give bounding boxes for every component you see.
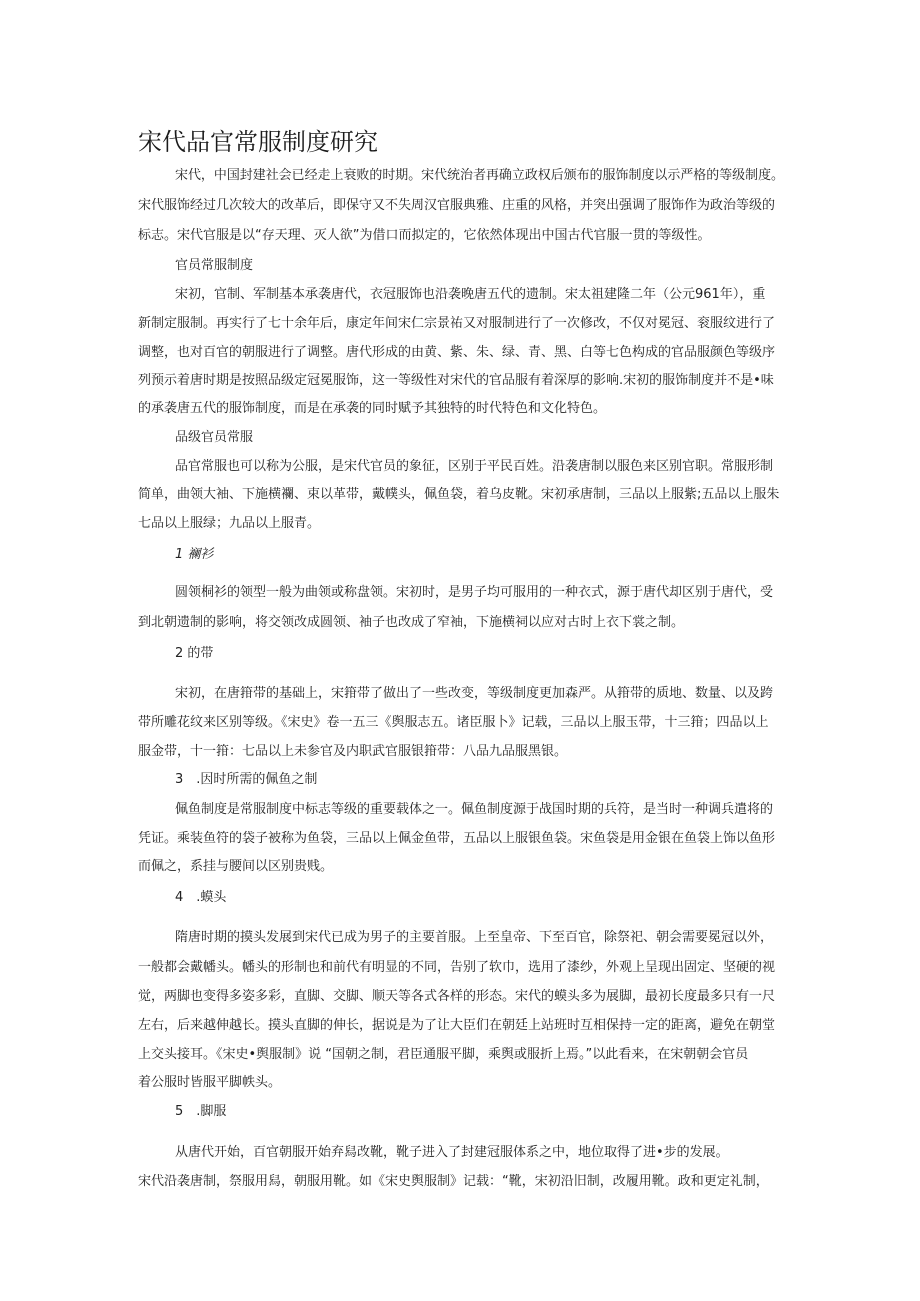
paragraph-line: 列预示着唐时期是按照品级定冠冕服饰，这一等级性对宋代的官品服有着深厚的影响.宋初的服饰制度并不是•味	[138, 373, 774, 388]
paragraph-line: 觉，两脚也变得多姿多彩，直脚、交脚、顺天等各式各样的形态。宋代的蟆头多为展脚，最初长度最多只有一尺	[138, 989, 776, 1004]
subheading-footwear: 5 .脚服	[175, 1104, 227, 1119]
document-title: 宋代品官常服制度研究	[138, 128, 378, 156]
paragraph-line: 宋代沿袭唐制，祭服用舄，朝服用靴。如《宋史舆服制》记载：“靴，宋初沿旧制，改履用靴。政和更定礼制，	[138, 1174, 769, 1189]
intro-line: 标志。宋代官服是以“存天理、灭人欲”为借口而拟定的，它依然体现出中国古代官服一贯的等级性。	[138, 228, 711, 243]
subheading-lanshan: 1 襕衫	[175, 547, 214, 562]
subheading-futou: 4 .蟆头	[175, 890, 227, 905]
intro-line: 宋代，中国封建社会已经走上衰败的时期。宋代统治者再确立政权后颁布的服饰制度以示严格的等级制度。	[175, 168, 784, 183]
section-heading-official-dress: 官员常服制度	[175, 258, 254, 273]
paragraph-line: 宋初，在唐箝带的基础上，宋箝带了做出了一些改变，等级制度更加森严。从箝带的质地、数量、以及跨	[175, 686, 774, 701]
paragraph-line: 七品以上服绿；九品以上服青。	[138, 516, 321, 531]
paragraph-line: 宋初，官制、军制基本承袭唐代，衣冠服饰也沿袭晚唐五代的遗制。宋太祖建隆二年（公元961年），重	[175, 287, 766, 302]
subheading-fish-pouch: 3 .因时所需的佩鱼之制	[175, 772, 318, 787]
paragraph-line: 新制定服制。再实行了七十余年后，康定年间宋仁宗景祐又对服制进行了一次修改，不仅对冕冠、衮服纹进行了	[138, 316, 776, 331]
paragraph-line: 圆领桐衫的领型一般为曲领或称盘领。宋初时，是男子均可服用的一种衣式，源于唐代却区别于唐代，受	[175, 585, 774, 600]
paragraph-line: 而佩之，系挂与腰间以区别贵贱。	[138, 859, 334, 874]
paragraph-line: 从唐代开始，百官朝服开始弃舄改靴，靴子进入了封建冠服体系之中，地位取得了进•步的发展。	[175, 1145, 729, 1160]
paragraph-line: 隋唐时期的摸头发展到宋代已成为男子的主要首服。上至皇帝、下至百官，除祭祀、朝会需要冕冠以外，	[175, 930, 774, 945]
paragraph-line: 调整，也对百官的朝服进行了调整。唐代形成的由黄、紫、朱、绿、青、黑、白等七色构成的官品服颜色等级序	[138, 345, 776, 360]
paragraph-line: 简单，曲领大袖、下施横襴、束以革带，戴幞头，佩鱼袋，着乌皮靴。宋初承唐制，三品以上服紫;五品以上服朱	[138, 487, 780, 502]
paragraph-line: 着公服时皆服平脚帙头。	[138, 1075, 282, 1090]
paragraph-line: 凭证。乘装鱼符的袋子被称为鱼袋，三品以上佩金鱼带，五品以上服银鱼袋。宋鱼袋是用金银在鱼袋上饰以鱼形	[138, 831, 776, 846]
paragraph-line: 到北朝遗制的影响，将交领改成圆领、袖子也改成了窄袖，下施横祠以应对古时上衣下裳之制。	[138, 615, 685, 630]
paragraph-line: 服金带，十一箝：七品以上未参官及内职武官服银箝带：八品九品服黑银。	[138, 744, 568, 759]
section-heading-rank-dress: 品级官员常服	[175, 430, 254, 445]
paragraph-line: 上交头接耳。《宋史•舆服制》说 “国朝之制，君臣通服平脚，乘舆或服折上焉。”以此看来，在宋朝朝会官员	[138, 1047, 749, 1062]
paragraph-line: 带所雕花纹来区别等级。《宋史》卷一五三《舆服志五。诸臣服卜》记载，三品以上服玉带，十三箝；四品以上	[138, 715, 769, 730]
subheading-belt: 2 的带	[175, 646, 214, 661]
paragraph-line: 一般都会戴幡头。幡头的形制也和前代有明显的不同，告别了软巾，选用了漆纱，外观上呈现出固定、坚硬的视	[138, 960, 776, 975]
paragraph-line: 的承袭唐五代的服饰制度，而是在承袭的同时赋予其独特的时代特色和文化特色。	[138, 401, 607, 416]
intro-line: 宋代服饰经过几次较大的改革后，即保守又不失周汉官服典雅、庄重的风格，并突出强调了服饰作为政治等级的	[138, 198, 776, 213]
paragraph-line: 品官常服也可以称为公服，是宋代官员的象征，区别于平民百姓。沿袭唐制以服色来区别官职。常服形制	[175, 459, 774, 474]
paragraph-line: 佩鱼制度是常服制度中标志等级的重要载体之一。佩鱼制度源于战国时期的兵符，是当时一种调兵遣将的	[175, 802, 774, 817]
paragraph-line: 左右，后来越伸越长。摸头直脚的伸长，据说是为了让大臣们在朝廷上站班时互相保持一定的距离，避免在朝堂	[138, 1018, 776, 1033]
